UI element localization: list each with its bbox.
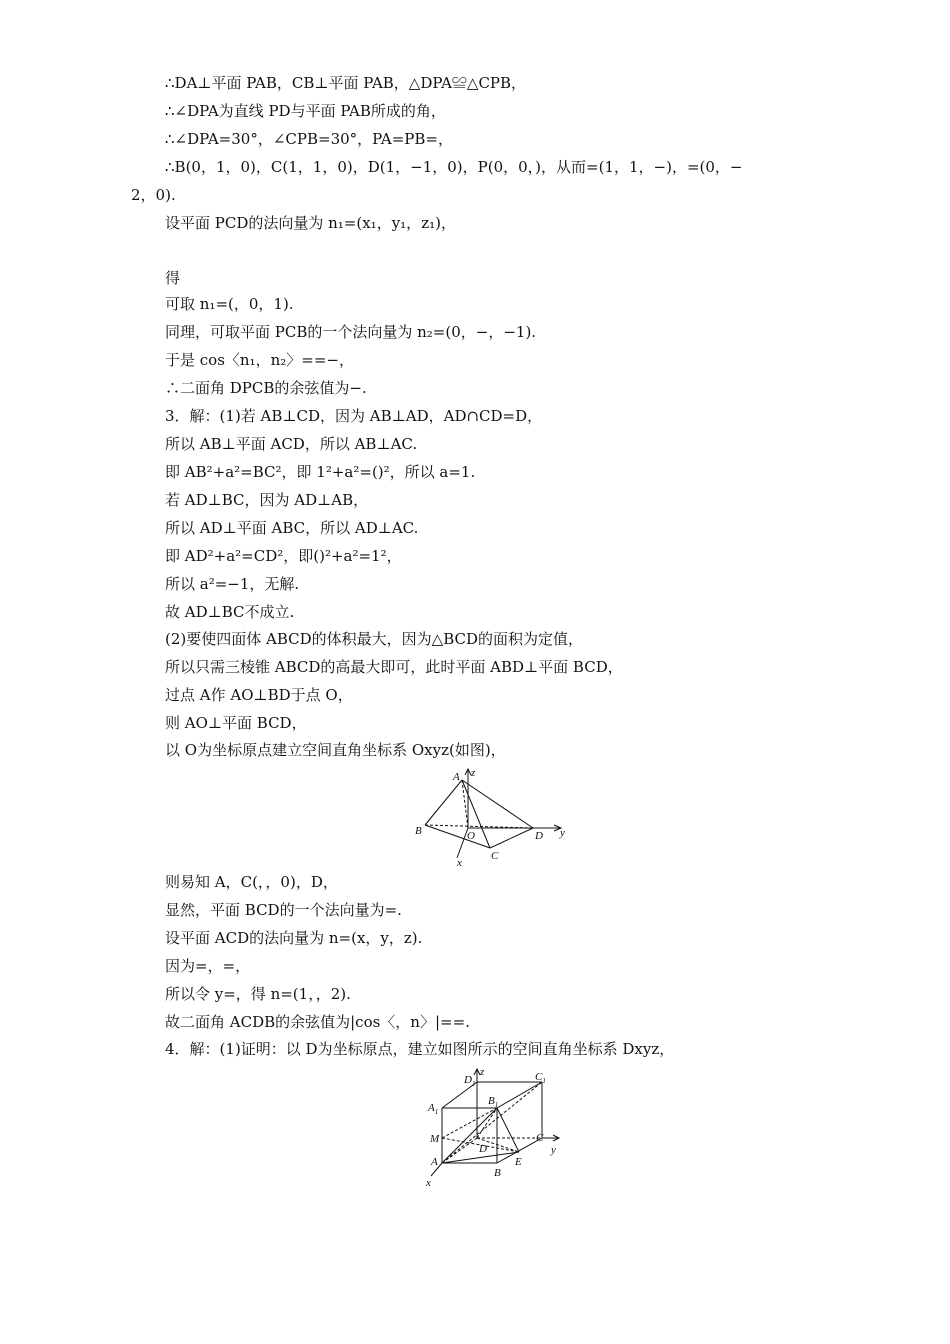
svg-text:D1 [463,1074,475,1088]
text-line: 设平面 PCD的法向量为 n₁=(x₁，y₁，z₁)， [165,214,456,232]
text-line: 设平面 ACD的法向量为 n=(x，y，z). [165,929,423,947]
text-line: 同理，可取平面 PCB的一个法向量为 n₂=(0，−，−1). [165,323,537,341]
text-line: 故 AD⊥BC不成立. [165,603,295,621]
label-B1: B [488,1095,495,1107]
label-B: B [494,1167,501,1179]
label-C1-sub: 1 [542,1077,546,1085]
label-A1-sub: 1 [434,1108,439,1116]
label-O: O [467,830,475,842]
label-z: z [471,767,476,779]
text-line: 即 AD²+a²=CD²，即()²+a²=1²， [165,547,402,565]
svg-text:C1 [535,1071,546,1085]
text-line: ∴B(0，1，0)，C(1，1，0)，D(1，−1，0)，P(0，0，)，从而=(1，1，−)，=(0，− [165,158,743,176]
label-E: E [515,1156,522,1168]
text-line: 故二面角 ACDB的余弦值为|cos〈，n〉|==. [165,1013,470,1031]
label-D1-sub: 1 [471,1080,476,1088]
label-C1: C [535,1071,543,1083]
text-line: ∴∠DPA=30°，∠CPB=30°，PA=PB=， [165,130,453,148]
label-y: y [560,827,565,839]
text-line: 4．解：(1)证明：以 D为坐标原点，建立如图所示的空间直角坐标系 Dxyz， [165,1040,675,1058]
label-x: x [457,857,462,869]
label-B: B [415,825,422,837]
text-line: 则 AO⊥平面 BCD， [165,714,307,732]
label-A: A [431,1156,438,1168]
text-line: 所以只需三棱锥 ABCD的高最大即可，此时平面 ABD⊥平面 BCD， [165,658,623,676]
text-line: 即 AB²+a²=BC²，即 1²+a²=()²，所以 a=1. [165,463,476,481]
label-C: C [491,850,499,862]
svg-text:B1 [488,1095,498,1109]
text-line: 所以 AB⊥平面 ACD，所以 AB⊥AC. [165,435,418,453]
text-line: 因为=，=， [165,957,251,975]
text-line: 所以 AD⊥平面 ABC，所以 AD⊥AC. [165,519,419,537]
text-line: 2，0). [131,186,176,204]
label-A1: A [428,1102,435,1114]
label-D1: D [464,1074,472,1086]
label-z: z [480,1066,485,1078]
label-D: D [535,830,543,842]
label-C: C [536,1132,544,1144]
text-line: ∴∠DPA为直线 PD与平面 PAB所成的角， [165,102,446,120]
text-line: ∴二面角 DPCB的余弦值为−. [165,379,367,397]
text-line: ∴DA⊥平面 PAB，CB⊥平面 PAB，△DPA≌△CPB， [165,74,527,92]
text-line: 以 O为坐标原点建立空间直角坐标系 Oxyz(如图)， [165,741,506,759]
text-line: 得 [165,269,181,287]
text-line: 于是 cos〈n₁，n₂〉==−， [165,351,354,369]
label-M: M [430,1133,440,1145]
text-line: 若 AD⊥BC，因为 AD⊥AB， [165,491,369,509]
label-D: D [479,1143,487,1155]
label-B1-sub: 1 [494,1101,499,1109]
text-line: 则易知 A，C(，，0)，D， [165,873,338,891]
tetrahedron-figure [405,762,580,870]
text-line: 所以 a²=−1，无解. [165,575,300,593]
label-A: A [453,771,460,783]
text-line: 所以令 y=，得 n=(1，，2). [165,985,351,1003]
text-line: 过点 A作 AO⊥BD于点 O， [165,686,353,704]
label-y: y [551,1144,556,1156]
text-line: (2)要使四面体 ABCD的体积最大，因为△BCD的面积为定值， [165,630,583,648]
text-line: 显然，平面 BCD的一个法向量为=. [165,901,402,919]
svg-text:A1 [427,1102,438,1116]
cube-figure [422,1066,567,1188]
text-line: 可取 n₁=(，0，1). [165,295,294,313]
text-line: 3．解：(1)若 AB⊥CD，因为 AB⊥AD，AD∩CD=D， [165,407,543,425]
label-x: x [426,1177,431,1188]
